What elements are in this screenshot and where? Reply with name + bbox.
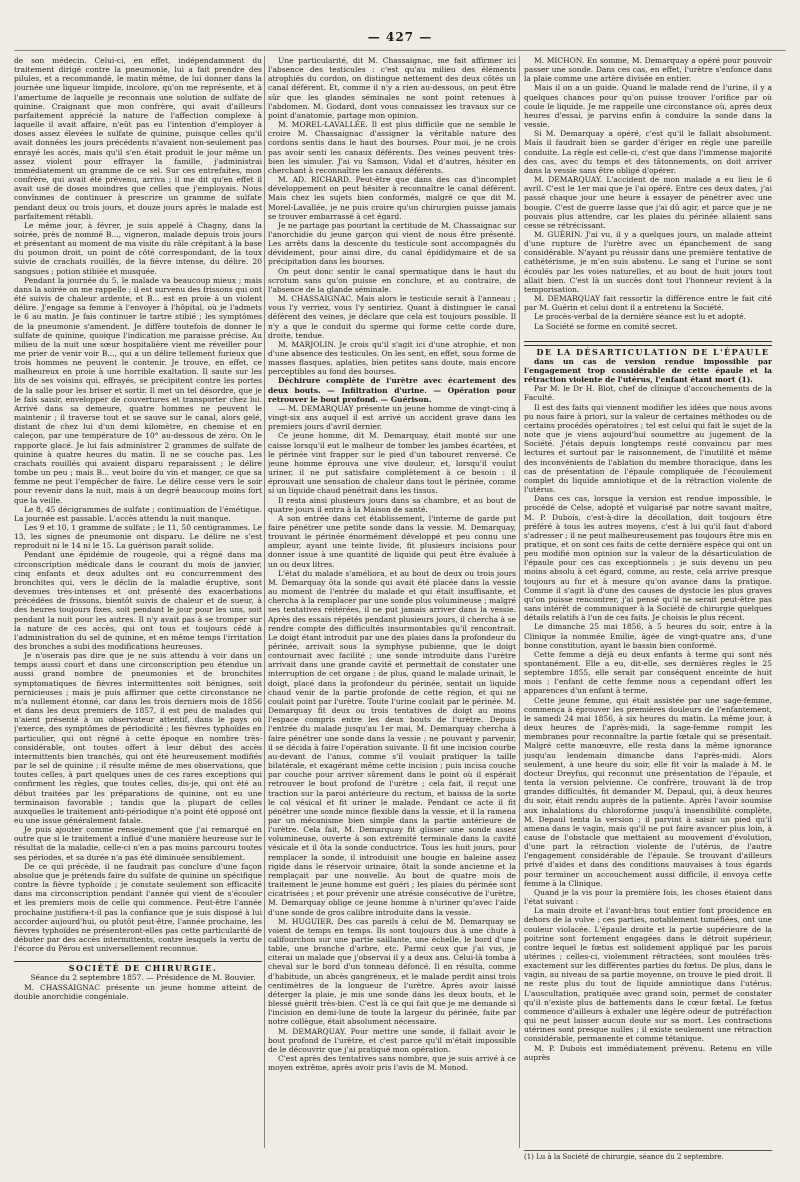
paragraph: On peut donc sentir le canal spermatique dans le haut du scrotum sans qu'on puisse en conclure, et au contraire, de l'absence de la glande séminale.	[268, 266, 516, 294]
paragraph: M. MICHON. En somme, M. Demarquay a opéré pour pouvoir passer une sonde. Dans ces cas, en effet, l'urètre s'enfonce dans la plaie comme une artère divisée en entier.	[524, 56, 772, 84]
paragraph: Si M. Demarquay a opéré, c'est qu'il le fallait absolument. Mais il faudrait bien se garder d'ériger en règle une pareille conduite. La règle est celle-ci, c'est que dans l'immense majorité des cas, avec du temps et des tâtonnements, on doit arriver dans la vessie sans être obligé d'opérer.	[524, 129, 772, 175]
paragraph: C'est après des tentatives sans nombre, que je suis arrivé à ce moyen extrême, après avoir pris l'avis de M. Monod.	[268, 1054, 516, 1073]
paragraph: Cette femme a déjà eu deux enfants à terme qui sont nés spontanément. Elle a eu, dit-elle, ses dernières règles le 25 septembre 1855, elle serait par conséquent enceinte de huit mois ; l'enfant de cette femme nous a cependant offert les apparences d'un enfant à terme.	[524, 649, 772, 696]
paragraph: Ce jeune homme, dit M. Demarquay, était monté sur une caisse lorsqu'il eut le malheur de tomber les jambes écartées, et le périnée vint frapper sur le pied d'un tabouret renversé. Ce jeune homme éprouva une vive douleur, et, lorsqu'il voulut uriner, il ne put satisfaire complètement à ce besoin : il éprouvait une sensation de chaleur dans tout le périnée, comme si un liquide chaud pénétrait dans les tissus.	[268, 431, 516, 496]
paragraph: — M. DEMARQUAY présente un jeune homme de vingt-cinq à vingt-six ans auquel il est arrivé un accident grave dans les premiers jours d'avril dernier.	[268, 403, 516, 432]
case-title: Déchirure complète de l'urètre avec écartement des deux bouts. — Infiltration d'urine. — Opération pour retrouver le bout profond. — Guérison.	[268, 376, 516, 404]
article-title: DE LA DÉSARTICULATION DE L'ÉPAULE	[536, 346, 770, 357]
paragraph: de son médecin. Celui-ci, en effet, indépendamment du traitement dirigé contre la pneumonie, lui a fait prendre des pilules, et a recommandé, le matin même, de lui donner dans la journée une liqueur limpide, incolore, qu'on me représente, et à l'amertume de laquelle je reconnais une solution de sulfate de quinine. Craignant que mon confrère, qui avait d'ailleurs parfaitement apprécié la nature de l'affection complexe à laquelle il avait affaire, n'eût pas eu l'intention d'employer à doses assez élevées le sulfate de quinine, puisque celles qu'il avait données les jours précédents n'avaient non-seulement pas enrayé les accès, mais qu'il s'en était produit le jour même un assez violent pour effrayer la famille, j'administrai immédiatement un gramme de ce sel. Sur ces entrefaites, mon confrère, qui avait été prévenu, arriva ; il me dit qu'en effet il avait usé de doses moindres que celles que j'employais. Nous convînmes de continuer à prescrire un gramme de sulfate pendant deux ou trois jours, et douze jours après le malade est parfaitement rétabli.	[14, 56, 262, 221]
top-rule	[14, 50, 786, 51]
paragraph: Il est des faits qui viennent modifier les idées que nous avons pu nous faire à priori, sur la valeur de certaines méthodes ou de certains procédés opératoires ; tel est celui qui fait le sujet de la note que je viens aujourd'hui soumettre au jugement de la Société. J'étais depuis longtemps resté convaincu par mes lectures et surtout par le raisonnement, de l'inutilité et même des inconvénients de l'ablation du membre thoracique, dans les cas de présentation de l'épaule compliquée de l'écoulement complet du liquide amniotique et de la rétraction violente de l'utérus.	[524, 402, 772, 495]
paragraph: L'état du malade s'améliora, et au bout de deux ou trois jours M. Demarquay ôta la sonde qui avait été placée dans la vessie au moment de l'entrée du malade et qui était insuffisante, et chercha à la remplacer par une sonde plus volumineuse ; malgré ses tentatives réitérées, il ne put jamais arriver dans la vessie. Après des essais répétés pendant plusieurs jours, il chercha à se rendre compte des difficultés insurmontables qu'il rencontrait. Le doigt étant introduit par une des plaies dans la profondeur du périnée, arrivait sous la symphyse pubienne, que le doigt contournait avec facilité ; une sonde introduite dans l'urètre arrivait dans une grande cavité et permettait de constater une interruption de cet organe ; de plus, quand le malade urinait, le doigt, placé dans la profondeur du périnée, sentait un liquide chaud venir de la partie profonde de cette région, et qui ne coulait point par l'urètre. Toute l'urine coulait par le périnée. M. Demarquay fit deux ou trois tentatives de doigt au moins l'espace compris entre les deux bouts de l'urètre. Depuis l'entrée du malade jusqu'au 1er mai, M. Demarquay chercha à faire pénétrer une sonde dans la vessie ; ne pouvant y parvenir, il se décida à faire l'opération suivante. Il fit une incision courbe au-devant de l'anus, comme s'il voulait pratiquer la taille bilatérale, et exagérant même cette incision ; puis incisa couche par couche pour arriver sûrement dans le point où il espérait retrouver le bout profond de l'urètre ; cela fait, il reçut une traction sur la paroi antérieure du rectum, et baissa de la sorte le col vésical et fit uriner le malade. Pendant ce acte il fit pénétrer une sonde mince flexible dans la vessie, et il la ramena par un mécanisme bien simple dans la partie antérieure de l'urètre. Cela fait, M. Demarquay fit glisser une sonde assez volumineuse, ouverte à son extrémité terminale dans la cavité vésicale et il ôta la sonde conductrice. Tous les huit jours, pour remplacer la sonde, il introduisit une bougie en baleine assez rigide dans le réservoir urinaire, ôtait la sonde ancienne et la remplaçait par une nouvelle. Au bout de quatre mois de traitement le jeune homme est guéri ; les plaies du périnée sont cicatrisées ; et pour prévenir une atrésie consécutive de l'urètre, M. Demarquay oblige ce jeune homme à n'uriner qu'avec l'aide d'une sonde de gros calibre introduite dans la vessie.	[268, 568, 516, 917]
paragraph: A son entrée dans cet établissement, l'interne de garde put faire pénétrer une petite sonde dans la vessie. M. Demarquay, trouvant le périnée énormément développé et peu connu une ampleur, ayant une teinte livide, fit plusieurs incisions pour donner issue à une quantité de liquide qui peut être évaluée à un ou deux litres.	[268, 513, 516, 569]
paragraph: Dans ces cas, lorsque la version est rendue impossible, le procédé de Celse, adopté et vulgarisé par notre savant maître, M. P. Dubois, c'est-à-dire la décollation, doit toujours être préféré à tous les autres moyens, c'est à lui qu'il faut d'abord s'adresser ; il ne peut malheureusement pas toujours être mis en pratique, et on sont ces faits de cette dernière espèce qui ont un peu modifié mon opinion sur la valeur de la désarticulation de l'épaule pour ces cas exceptionnels ; je suis devenu un peu moins absolu à cet égard, comme, au reste, cela arrive presque toujours au fur et à mesure qu'on avance dans la pratique. Comme il s'agit là d'une des causes de dystocie les plus graves qu'on puisse rencontrer, j'ai pensé qu'il ne serait peut-être pas sans intérêt de communiquer à la Société de chirurgie quelques détails relatifs à l'un de ces faits. Je choisis le plus récent.	[524, 494, 772, 623]
paragraph: M. DEMARQUAY fait ressortir la différence entre le fait cité par M. Guérin et celui dont il a entretenu la Société.	[524, 294, 772, 313]
session-line: Séance du 2 septembre 1857. — Présidence de M. Bouvier.	[30, 973, 256, 983]
paragraph: M. DEMARQUAY. L'accident de mon malade a eu lieu le 6 avril. C'est le 1er mai que je l'ai opéré. Entre ces deux dates, j'ai passé chaque jour une heure à essayer de pénétrer avec une bougie. C'est de guerre lasse que j'ai dû agir, et parce que je ne pouvais plus attendre, car les plaies du périnée allaient sans cesse se rétrécissant.	[524, 175, 772, 230]
paragraph: La Société se forme en comité secret.	[534, 321, 678, 331]
page-number: — 427 —	[367, 30, 433, 44]
footnote: (1) Lu à la Société de chirurgie, séance du 2 septembre.	[524, 1150, 772, 1161]
section-divider	[524, 341, 772, 346]
paragraph: De ce qui précède, il ne faudrait pas conclure d'une façon absolue que je prétends faire du sulfate de quinine un spécifique contre la fièvre typhoïde ; je constate seulement son efficacité dans ma circonscription pendant l'année qui vient de s'écouler et les premiers mois de celle qui commence. Peut-être l'année prochaine justifiera-t-il pas la confiance que je suis disposé à lui accorder aujourd'hui, ou plutôt peut-être, l'année prochaine, les fièvres typhoïdes ne présenteront-elles pas cette particularité de débuter par des accès intermittents, contre lesquels la vertu de l'écorce du Pérou est universellement reconnue.	[14, 861, 262, 954]
paragraph: Une particularité, dit M. Chassaignac, me fait affirmer ici l'absence des testicules : c'est qu'au milieu des éléments atrophiés du cordon, on distingue nettement des deux côtés un canal déférent. Et, comme il n'y a rien au-dessous, on peut être sûr que les glandes séminales ne sont point retenues à l'abdomen. M. Godard, dont vous connaissez les travaux sur ce point d'anatomie, partage mon opinion.	[268, 56, 516, 120]
paragraph: M. CHASSAIGNAC présente un jeune homme atteint de double anorchidie congéniale.	[14, 982, 262, 1001]
article-author: Par M. le Dr H. Blot, chef de clinique d'accouchements de la Faculté.	[524, 384, 772, 403]
paragraph: Le dimanche 25 mai 1856, à 5 heures du soir, entre à la Clinique la nommée Emilie, âgée de vingt-quatre ans, d'une bonne constitution, ayant le bassin bien conformé.	[524, 622, 772, 650]
paragraph: M. AD. RICHARD. Peut-être que dans des cas d'incomplet développement on peut hésiter à reconnaître le canal déférent. Mais chez les sujets bien conformés, malgré ce que dit M. Morel-Lavallée, je ne puis croire qu'un chirurgien puisse jamais se trouver embarrassé à cet égard.	[268, 175, 516, 221]
column-rule-right	[519, 56, 520, 1148]
paragraph: Cette jeune femme, qui était assistée par une sage-femme, commença à éprouver les premières douleurs de l'enfantement, le samedi 24 mai 1856, à six heures du matin. La même jour, à deux heures de l'après-midi, la sage-femme rompit les membranes pour reconnaître la partie fœtale qui se présentait. Malgré cette manœuvre, elle resta dans la même ignorance jusqu'au lendemain dimanche dans l'après-midi. Alors seulement, à une heure du soir, elle fit voir la malade à M. le docteur Dreyfus, qui reconnut une présentation de l'épaule, et tenta la version pelvienne. Ce confrère, trouvant là de trop grandes difficultés, fit demander M. Depaul, qui, à deux heures du soir, était rendu auprès de la patiente. Après l'avoir soumise aux inhalations du chloroforme jusqu'à insensibilité complète, M. Depaul tenta la version ; il parvint à saisir un pied qu'il amena dans le vagin, mais qu'il ne put faire avancer plus loin, à cause de l'obstacle que mettaient au mouvement d'évolution, d'une part la rétraction violente de l'utérus, de l'autre l'engagement considérable de l'épaule. Se trouvant d'ailleurs privé d'aides et dans des conditions mauvaises à tous égards pour terminer un accouchement aussi difficile, il envoya cette femme à la Clinique.	[524, 695, 772, 888]
paragraph: M. P. Dubois est immédiatement prévenu. Retenu en ville auprès	[524, 1043, 772, 1062]
paragraph: Le même jour, à févrer, je suis appelé à Chagny, dans la soirée, près de nommé B..., vigneron, malade depuis trois jours et présentant au moment de ma visite du râle crépitant à la base du poumon droit, un point de côté correspondant, de la toux suivie de crachats rouillés, de la fièvre intense, du délire. 20 sangsues ; potion stibiée et musquée.	[14, 220, 262, 276]
paragraph: Je puis ajouter comme renseignement que j'ai remarqué en outre que si le traitement a influé d'une manière heureuse sur le résultat de la maladie, celle-ci n'en a pas moins parcouru toutes ses périodes, et sa durée n'a pas été diminuée sensiblement.	[14, 825, 262, 862]
paragraph: M. DEMARQUAY. Pour mettre une sonde, il fallait avoir le bout profond de l'urètre, et c'est parce qu'il m'était impossible de le découvrir que j'ai pratiqué mon opération.	[268, 1026, 516, 1054]
column-1	[14, 56, 262, 1146]
paragraph: Le 8, 45 décigrammes de sulfate ; continuation de l'émétique. La journée est passable. L'accès attendu la nuit manque.	[14, 504, 262, 523]
article-subtitle: dans un cas de version rendue impossible par l'engagement trop considérable de cette épaule et la rétraction violente de l'utérus, l'enfant étant mort (1).	[524, 356, 772, 385]
paragraph: Il resta ainsi plusieurs jours dans sa chambre, et au bout de quatre jours il entra à la Maison de santé.	[268, 495, 516, 514]
paragraph: Je n'oserais pas dire que je ne suis attendu à voir dans un temps aussi court et dans une circonscription peu étendue un aussi grand nombre de pneumonies et de bronchites symptomatiques de fièvres intermittentes soit bénignes, soit pernicieuses ; mais je puis affirmer que cette circonstance ne m'a nullement étonné, car dans les trois derniers mois de 1856 et dans les deux premiers de 1857, il est peu de malades qui n'aient présenté à un observateur attentif, dans le pays où j'exerce, des symptômes de périodicité ; les fièvres typhoïdes en particulier, qui ont régné à cette époque en nombre très-considérable, ont toutes offert à leur début des accès intermittents bien tranchés, qui ont été heureusement modifiés par le sel de quinine ; il résulte même de mes observations, que toutes celles, à part quelques unes de ces rares exceptions qui confirment les règles, que toutes celles, dis-je, qui ont été au début traitées par les préparations de quinine, ont eu une terminaison favorable ; tandis que la plupart de celles auxquelles le traitement anti-périodique n'a point été opposé ont eu une issue généralement fatale.	[14, 651, 262, 825]
section-divider	[14, 961, 262, 962]
column-3	[524, 56, 772, 1144]
paragraph: Pendant une épidémie de rougeole, qui a régné dans ma circonscription médicale dans le courant du mois de janvier, cinq enfants et deux adultes ont eu concurremment des bronchites qui, vers le déclin de la maladie éruptive, sont devenues très-intenses et ont présenté des exacerbations précédées de frissons, bientôt suivis de chaleur et de sueur, à des heures toujours fixes, soit pendant le jour pour les uns, soit pendant la nuit pour les autres. Il n'y avait pas à se tromper sur la nature de ces accès, qui ont tous et toujours cédé à l'administration du sel de quinine, et en même temps l'irritation des bronches a subi des modifications heureuses.	[14, 550, 262, 651]
column-2	[268, 56, 516, 1146]
society-heading: SOCIÉTÉ DE CHIRURGIE.	[68, 963, 218, 974]
paragraph: Pendant la journée du 5, le malade va beaucoup mieux ; mais dans la soirée on me rappelle ; il est survenu des frissons qui ont été suivis de chaleur ardente, et B... est en proie à un violent délire. J'engage sa femme à l'envoyer à l'hôpital, où je l'admets le 6 au matin. Je fais continuer le tartre stibié ; les symptômes de la pneumonie s'amendent. Je diffère toutefois de donner le sulfate de quinine, quoique l'indication me paraisse précise. Au milieu de la nuit une sœur hospitalière vient me réveiller pour me prier de venir voir B..., qui a un délire tellement furieux que trois hommes ne peuvent le contenir. Je trouve, en effet, ce malheureux en proie à une horrible exaltation. Il saute sur les lits de ses voisins qui, effrayés, se précipitent contre les portes de la salle pour les briser et sortir. Il met un tel désordre, que je le fais saisir, envelopper de couvertures et transporter chez lui. Arrivé dans sa demeure, quatre hommes ne peuvent le maintenir ; il traverse tout et se sauve sur le canal, alors gelé, distant de chez lui d'un demi kilomètre, en chemise et en caleçon, par une température de 10° au-dessous de zéro. On le rapporte glacé. Je lui fais administrer 2 grammes de sulfate de quinine à quatre heures du matin. Il ne se couche pas. Les crachats rouillés qui avaient disparu reparaissent ; le délire tombe un peu ; mais B... veut boire du vin et manger, ce que sa femme ne peut l'empêcher de faire. Le délire cesse vers le soir pour revenir dans la nuit, mais à un degré beaucoup moins fort que la veille.	[14, 275, 262, 505]
paragraph: M. HUGUIER. Des cas pareils à celui de M. Demarquay se voient de temps en temps. Ils sont toujours dus à une chute à califourchon sur une partie saillante, une échelle, le bord d'une table, une branche d'arbre, etc. Parmi ceux que j'ai vus, je citerai un malade que j'observai il y a deux ans. Celui-là tomba à cheval sur le bord d'un tonneau défoncé. Il en résulta, comme d'habitude, un abcès gangréneux, et le malade perdit ainsi trois centimètres de la longueur de l'urètre. Après avoir laissé déterger la plaie, je mis une sonde dans les deux bouts, et le blessé guérit très-bien. C'est là ce qui fait que je me demande si l'incision en demi-lune de toute la largeur du périnée, faite par notre collègue, était absolument nécessaire.	[268, 916, 516, 1027]
paragraph: La main droite et l'avant-bras tout entier font procidence en dehors de la vulve ; ces parties, notablement tuméfiées, ont une couleur violacée. L'épaule droite et la partie supérieure de la poitrine sont fortement engagées dans le détroit supérieur, contre lequel le fœtus est solidement appliqué par les parois utérines ; celles-ci, violemment rétractées, sont moulées très-exactement sur les différentes parties du fœtus. De plus, dans le vagin, au niveau de sa partie moyenne, on trouve le pied droit. Il ne reste plus du tout de liquide amniotique dans l'utérus. L'auscultation, pratiquée avec grand soin, permet de constater qu'il n'existe plus de battements dans le cœur fœtal. Le fœtus commence d'ailleurs à exhaler une légère odeur de putréfaction qui ne peut laisser aucun doute sur sa mort. Les contractions utérines sont presque nulles ; il existe seulement une rétraction considérable, permanente et comme tétanique.	[524, 906, 772, 1044]
paragraph: Mais il on a un guide. Quand le malade rend de l'urine, il y a quelques chances pour qu'on puisse trouver l'orifice par où coule le liquide. Je me rappelle une circonstance où, après deux heures d'essai, je parvins enfin à conduire la sonde dans la vessie.	[524, 83, 772, 130]
column-rule-left	[264, 56, 265, 1148]
paragraph: M. MARJOLIN. Je crois qu'il s'agit ici d'une atrophie, et non d'une absence des testicules. On les sent, en effet, sous forme de masses flasques, aplaties, bien petites sans doute, mais encore perceptibles au fond des bourses.	[268, 339, 516, 377]
paragraph: Le procès-verbal de la dernière séance est lu et adopté.	[534, 312, 746, 322]
paragraph: M. CHASSAIGNAC. Mais alors le testicule serait à l'anneau ; vous l'y verriez, vous l'y sentiriez. Quant à distinguer le canal déférent des veines, je déclare que cela est toujours possible. Il n'y a que le conduit du sperme qui forme cette corde dure, droite, tendue.	[268, 294, 516, 340]
paragraph: Je ne partage pas pourtant la certitude de M. Chassaignac sur l'anorchidie du jeune garçon qui vient de nous être présenté. Les arrêts dans la descente du testicule sont accompagnés du dévidement, pour ainsi dire, du canal épididymaire et de sa précipitation dans les bourses.	[268, 220, 516, 267]
paragraph: Les 9 et 10, 1 gramme de sulfate ; le 11, 50 centigrammes. Le 13, les signes de pneumonie ont disparu. Le délire ne s'est reproduit ni le 14 ni le 15. La guérison paraît solide.	[14, 522, 262, 551]
paragraph: M. MOREL-LAVALLÉE. Il est plus difficile que ne semble le croire M. Chassaignac d'assigner la véritable nature des cordons sentis dans le haut des bourses. Pour moi, je ne crois pas avoir senti les canaux déférents. Des veines peuvent très-bien les simuler. J'ai vu Samson, Vidal et d'autres, hésiter en cherchant à reconnaître les canaux déférents.	[268, 120, 516, 175]
paragraph: M. GUÉRIN. J'ai vu, il y a quelques jours, un malade atteint d'une rupture de l'urètre avec un épanchement de sang considérable. N'ayant pu réussir dans une première tentative de cathétérisme, je m'en suis abstenu. Le sang et l'urine se sont écoulés par les voies naturelles, et au bout de huit jours tout allait bien. C'est là un succès dont tout l'honneur revient à la temporisation.	[524, 229, 772, 294]
paragraph: Quand je la vis pour la première fois, les choses étaient dans l'état suivant :	[524, 887, 772, 907]
